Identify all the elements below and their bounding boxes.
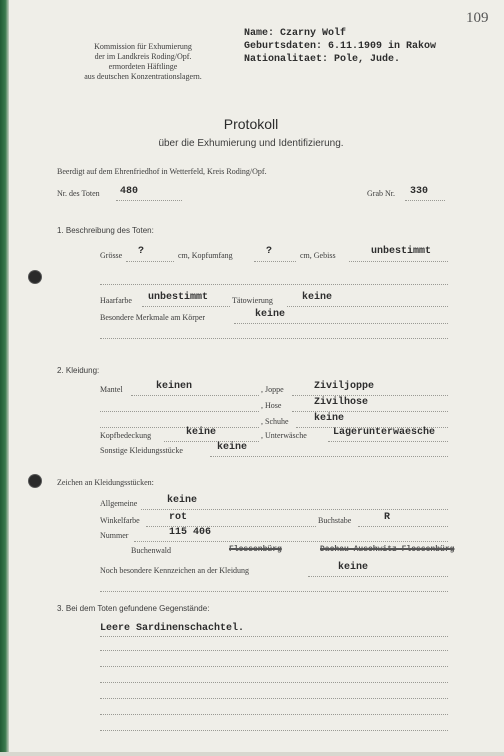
- headwear-label: Kopfbedeckung: [100, 431, 152, 440]
- underwear-value: Lagerunterwaesche: [333, 427, 436, 438]
- tattoo-value: keine: [302, 292, 333, 303]
- found-objects-line: [100, 636, 448, 637]
- head-line: [254, 261, 296, 262]
- jacket-label: , Joppe: [261, 385, 284, 394]
- section-3-heading: 3. Bei dem Toten gefundene Gegenstände:: [57, 604, 210, 613]
- grave-number-label: Grab Nr.: [367, 189, 395, 198]
- commission-line-4: aus deutschen Konzentrationslagern.: [84, 72, 202, 81]
- teeth-line: [349, 261, 448, 262]
- head-value: ?: [266, 246, 273, 257]
- blank-line: [100, 714, 448, 715]
- protocol-title: Protokoll: [223, 116, 279, 132]
- blank-line: [100, 284, 448, 285]
- commission-line-3: ermordeten Häftlinge: [108, 62, 178, 71]
- markings-heading: Zeichen an Kleidungsstücken:: [57, 478, 154, 487]
- found-objects-value: Leere Sardinenschachtel.: [100, 623, 245, 634]
- letter-value: R: [384, 512, 391, 523]
- coat-value: keinen: [156, 381, 193, 392]
- page-number: 109: [466, 10, 489, 26]
- marks-value: keine: [255, 309, 286, 320]
- struck-camp-1: Flossenbürg: [229, 545, 282, 554]
- grave-number-line: [405, 200, 445, 201]
- triangle-colour-label: Winkelfarbe: [100, 516, 140, 525]
- number-label: Nummer: [100, 531, 129, 540]
- jacket-line: [292, 395, 448, 396]
- teeth-value: unbestimmt: [371, 246, 432, 257]
- number-line: [134, 541, 448, 542]
- marks-line: [234, 323, 448, 324]
- dead-number-line: [116, 200, 182, 201]
- hair-label: Haarfarbe: [100, 296, 132, 305]
- blank-line: [100, 730, 448, 731]
- letter-line: [358, 526, 448, 527]
- tattoo-label: Tätowierung: [232, 296, 273, 305]
- burial-place: Beerdigt auf dem Ehrenfriedhof in Wetterfeld, Kreis Roding/Opf.: [57, 167, 267, 176]
- other-clothing-value: keine: [217, 442, 248, 453]
- other-marks-label: Noch besondere Kennzeichen an der Kleidung: [100, 566, 250, 575]
- blank-line: [100, 411, 259, 412]
- commission-line-2: der im Landkreis Roding/Opf.: [94, 52, 192, 61]
- trousers-line: [292, 411, 448, 412]
- triangle-colour-value: rot: [169, 512, 188, 523]
- shoes-label: , Schuhe: [261, 417, 289, 426]
- other-clothing-label: Sonstige Kleidungsstücke: [100, 446, 183, 455]
- person-birth: Geburtsdaten: 6.11.1909 in Rakow: [244, 41, 437, 52]
- other-clothing-line: [210, 456, 448, 457]
- dead-number-label: Nr. des Toten: [57, 189, 100, 198]
- blank-line: [100, 682, 448, 683]
- teeth-label: cm, Gebiss: [300, 251, 336, 260]
- headwear-value: keine: [186, 427, 217, 438]
- blank-line: [100, 427, 259, 428]
- green-binding-edge: [0, 0, 9, 756]
- hair-value: unbestimmt: [148, 292, 209, 303]
- punch-hole-top: [29, 271, 41, 283]
- person-nationality: Nationalitaet: Pole, Jude.: [244, 54, 401, 65]
- section-2-heading: 2. Kleidung:: [57, 366, 100, 375]
- general-marks-value: keine: [167, 495, 198, 506]
- general-marks-label: Allgemeine: [100, 499, 138, 508]
- size-value: ?: [138, 246, 145, 257]
- camp-buchenwald: Buchenwald: [131, 546, 171, 555]
- protocol-subtitle: über die Exhumierung und Identifizierung.: [158, 138, 344, 149]
- struck-camp-2: Dachau Auschwitz Flossenbürg: [320, 545, 455, 554]
- person-name: Name: Czarny Wolf: [244, 28, 347, 39]
- head-label: cm, Kopfumfang: [178, 251, 233, 260]
- underwear-line: [328, 441, 448, 442]
- other-marks-value: keine: [338, 562, 369, 573]
- jacket-value: Ziviljoppe: [314, 381, 375, 392]
- blank-line: [100, 591, 448, 592]
- trousers-value: Zivilhose: [314, 397, 369, 408]
- section-1-heading: 1. Beschreibung des Toten:: [57, 226, 154, 235]
- page-bottom-edge: [0, 752, 504, 756]
- size-line: [126, 261, 174, 262]
- other-marks-line: [308, 576, 448, 577]
- blank-line: [100, 698, 448, 699]
- general-marks-line: [141, 509, 448, 510]
- prisoner-number-value: 115 406: [169, 527, 212, 538]
- coat-label: Mantel: [100, 385, 123, 394]
- grave-number-value: 330: [410, 186, 429, 197]
- size-label: Grösse: [100, 251, 123, 260]
- punch-hole-bottom: [29, 475, 41, 487]
- blank-line: [100, 650, 448, 651]
- coat-line: [131, 395, 259, 396]
- tattoo-line: [287, 306, 448, 307]
- dead-number-value: 480: [120, 186, 139, 197]
- shoes-value: keine: [314, 413, 345, 424]
- hair-line: [142, 306, 230, 307]
- letter-label: Buchstabe: [318, 516, 352, 525]
- marks-label: Besondere Merkmale am Körper: [100, 313, 206, 322]
- blank-line: [100, 338, 448, 339]
- underwear-label: , Unterwäsche: [261, 431, 307, 440]
- trousers-label: , Hose: [261, 401, 282, 410]
- commission-line-1: Kommission für Exhumierung: [94, 42, 192, 51]
- blank-line: [100, 666, 448, 667]
